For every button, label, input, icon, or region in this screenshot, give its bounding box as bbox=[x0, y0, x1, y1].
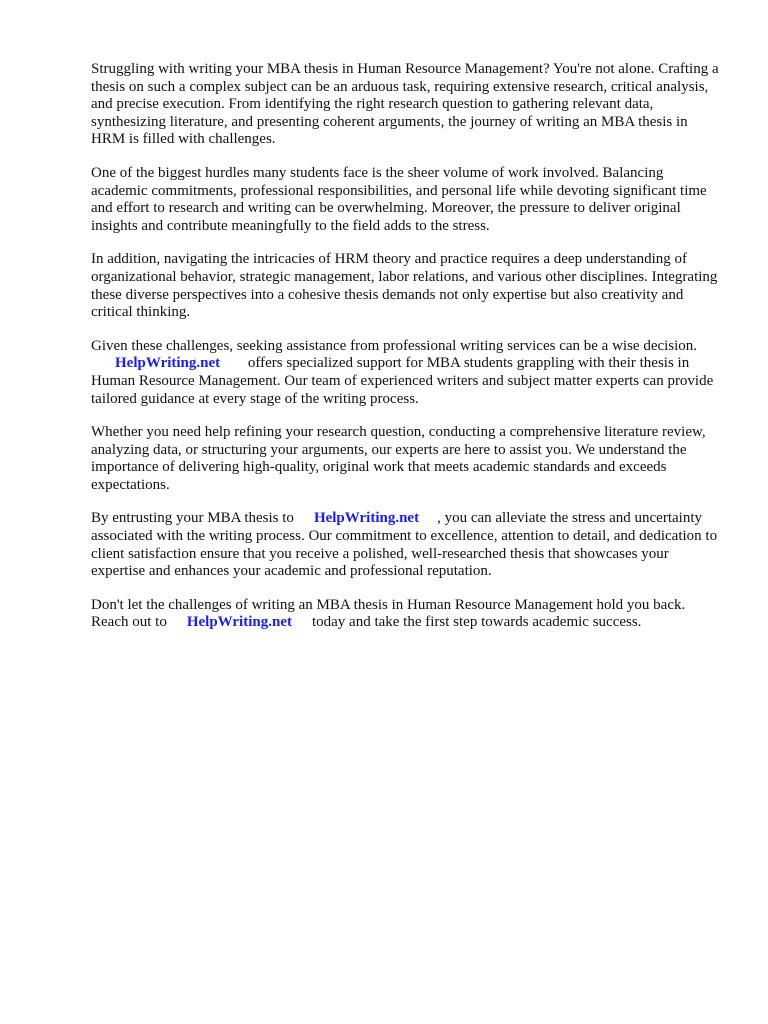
paragraph-intro bbox=[91, 61, 721, 149]
paragraph-entrusting-before: By entrusting your MBA thesis to bbox=[91, 510, 294, 527]
paragraph-assistance bbox=[91, 338, 721, 408]
helpwriting-link-2[interactable]: HelpWriting.net bbox=[313, 510, 420, 527]
paragraph-hurdles-text: One of the biggest hurdles many students face is the sheer volume of work involved. Balancing academic commitments, professional responsibilities, and personal life while devoting significant time and effort to research and writing can be overwhelming. Moreover, the pressure to deliver original insights and contribute meaningfully to the field adds to the stress. bbox=[91, 164, 707, 234]
paragraph-assistance-before: Given these challenges, seeking assistance from professional writing services can be a wise decision. bbox=[91, 337, 698, 354]
paragraph-closing-after: today and take the first step towards academic success. bbox=[311, 614, 642, 631]
paragraph-hrm-theory bbox=[91, 251, 721, 321]
paragraph-hrm-theory-text: In addition, navigating the intricacies of HRM theory and practice requires a deep understanding of organizational behavior, strategic management, labor relations, and various other disciplines. Integrating these diverse perspectives into a cohesive thesis demands not only expertise but also creativity and critical thinking. bbox=[91, 251, 718, 321]
paragraph-experts bbox=[91, 424, 721, 494]
document-body bbox=[91, 61, 721, 648]
paragraph-entrusting-after: , you can alleviate the stress and uncertainty associated with the writing process. Our commitment to excellence, attention to detail, and dedication to client satisfaction ensure that you receive a polished, well-researched thesis that showcases your expertise and enhances your academic and professional reputation. bbox=[91, 510, 718, 580]
paragraph-closing bbox=[91, 597, 721, 632]
paragraph-assistance-after: offers specialized support for MBA students grappling with their thesis in Human Resource Management. Our team of experienced writers and subject matter experts can provide tailored guidance at every stage of the writing process. bbox=[91, 355, 714, 407]
paragraph-closing-before: Don't let the challenges of writing an MBA thesis in Human Resource Management hold you back. Reach out to bbox=[91, 596, 686, 631]
helpwriting-link-1[interactable]: HelpWriting.net bbox=[115, 355, 221, 372]
paragraph-hurdles bbox=[91, 165, 721, 235]
helpwriting-link-3[interactable]: HelpWriting.net bbox=[186, 614, 292, 631]
paragraph-entrusting bbox=[91, 510, 721, 580]
paragraph-intro-text: Struggling with writing your MBA thesis in Human Resource Management? You're not alone. Crafting a thesis on such a complex subject can be an arduous task, requiring extensive research, critical analysis, and precise execution. From identifying the right research question to gathering relevant data, synthesizing literature, and presenting coherent arguments, the journey of writing an MBA thesis in HRM is filled with challenges. bbox=[91, 61, 719, 148]
paragraph-experts-text: Whether you need help refining your research question, conducting a comprehensive literature review, analyzing data, or structuring your arguments, our experts are here to assist you. We understand the importance of delivering high-quality, original work that meets academic standards and exceeds expectations. bbox=[91, 424, 706, 493]
